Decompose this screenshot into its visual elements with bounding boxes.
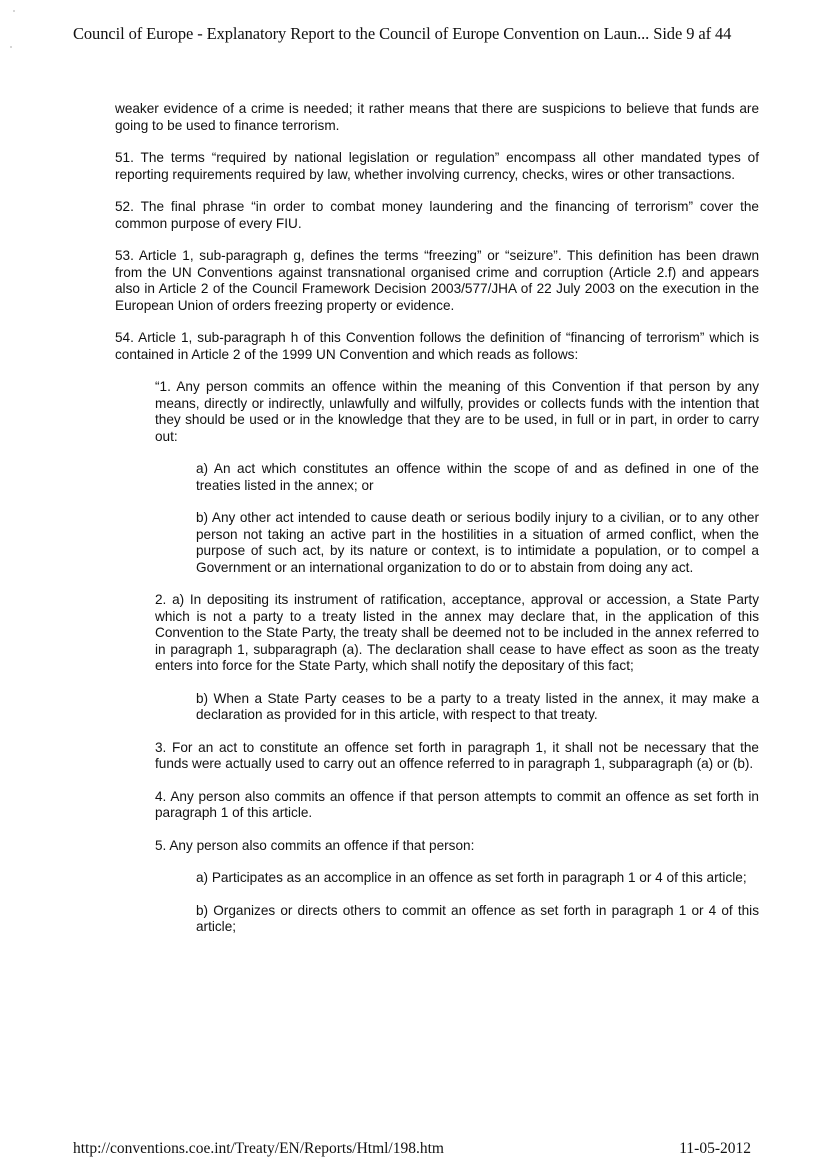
scan-marks — [10, 10, 20, 50]
quoted-item-1b: b) Any other act intended to cause death or serious bodily injury to a civilian, or to any other person not taking an active part in the hostilities in a situation of armed conflict, when the purpose of such act, by its nature or context, is to intimidate a population, or to compel a Government or an international organization to do or to abstain from doing any act. — [196, 510, 759, 575]
paragraph: weaker evidence of a crime is needed; it rather means that there are suspicions to believe that funds are going to be used to finance terrorism. — [115, 101, 759, 133]
quoted-item-1a: a) An act which constitutes an offence within the scope of and as defined in one of the treaties listed in the annex; or — [196, 461, 759, 493]
scan-speck — [10, 46, 12, 48]
page-header: Council of Europe - Explanatory Report to the Council of Europe Convention on Laun... Side 9 af 44 — [73, 24, 732, 43]
source-url[interactable]: http://conventions.coe.int/Treaty/EN/Reports/Html/198.htm — [73, 1140, 444, 1157]
quoted-paragraph-3: 3. For an act to constitute an offence set forth in paragraph 1, it shall not be necessary that the funds were actually used to carry out an offence referred to in paragraph 1, subparagraph (a) or (b). — [155, 739, 759, 771]
quoted-paragraph-1: “1. Any person commits an offence within the meaning of this Convention if that person by any means, directly or indirectly, unlawfully and wilfully, provides or collects funds with the intention that they should be used or in the knowledge that they are to be used, in full or in part, in order to carry out: — [155, 379, 759, 444]
paragraph-51: 51. The terms “required by national legislation or regulation” encompass all other mandated types of reporting requirements required by law, whether involving currency, checks, wires or other transactions. — [115, 150, 759, 182]
document-body — [115, 101, 759, 952]
quoted-paragraph-2a: 2. a) In depositing its instrument of ratification, acceptance, approval or accession, a State Party which is not a party to a treaty listed in the annex may declare that, in the application of this Convention to the State Party, the treaty shall be deemed not to be included in the annex referred to in paragraph 1, subparagraph (a). The declaration shall cease to have effect as soon as the treaty enters into force for the State Party, which shall notify the depositary of this fact; — [155, 592, 759, 673]
scan-speck — [13, 10, 15, 12]
paragraph-54: 54. Article 1, sub-paragraph h of this Convention follows the definition of “financing of terrorism” which is contained in Article 2 of the 1999 UN Convention and which reads as follows: — [115, 330, 759, 362]
quoted-paragraph-5: 5. Any person also commits an offence if that person: — [155, 837, 475, 853]
print-date: 11-05-2012 — [679, 1140, 751, 1157]
paragraph-53: 53. Article 1, sub-paragraph g, defines the terms “freezing” or “seizure”. This definition has been drawn from the UN Conventions against transnational organised crime and corruption (Article 2.f) and appears also in Article 2 of the Council Framework Decision 2003/577/JHA of 22 July 2003 on the execution in the European Union of orders freezing property or evidence. — [115, 248, 759, 313]
quoted-paragraph-4: 4. Any person also commits an offence if that person attempts to commit an offence as set forth in paragraph 1 of this article. — [155, 788, 759, 820]
quoted-item-5b: b) Organizes or directs others to commit an offence as set forth in paragraph 1 or 4 of this article; — [196, 902, 759, 934]
page-footer — [73, 1140, 751, 1158]
quoted-item-5a: a) Participates as an accomplice in an offence as set forth in paragraph 1 or 4 of this article; — [196, 870, 747, 885]
quoted-item-2b: b) When a State Party ceases to be a party to a treaty listed in the annex, it may make a declaration as provided for in this article, with respect to that treaty. — [196, 690, 759, 722]
paragraph-52: 52. The final phrase “in order to combat money laundering and the financing of terrorism” cover the common purpose of every FIU. — [115, 199, 759, 231]
